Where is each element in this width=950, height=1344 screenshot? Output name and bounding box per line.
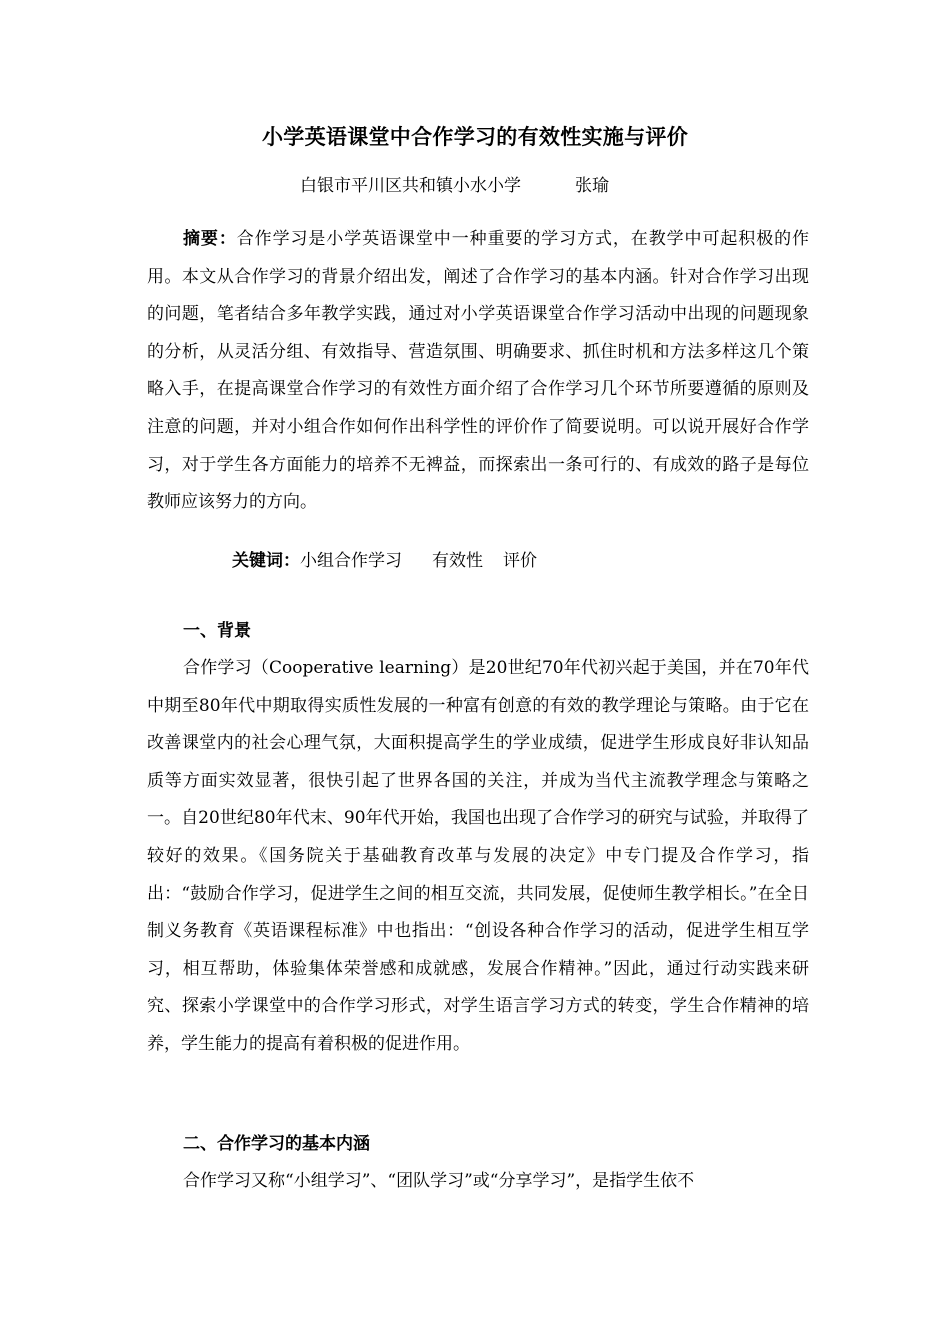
section-paragraph-background: 合作学习（Cooperative learning）是20世纪70年代初兴起于美国，并在70年代中期至80年代中期取得实质性发展的一种富有创意的有效的教学理论与策略。由于它在改善课堂内的社会心理气氛，大面积提高学生的学业成绩，促进学生形成良好非认知品质等方面实效显著，很快引起了世界各国的关注，并成为当代主流教学理念与策略之一。自20世纪80年代末、90年代开始，我国也出现了合作学习的研究与试验，并取得了较好的效果。《国务院关于基础教育改革与发展的决定》中专门提及合作学习，指出：“鼓励合作学习，促进学生之间的相互交流，共同发展，促使师生教学相长。”在全日制义务教育《英语课程标准》中也指出：“创设各种合作学习的活动，促进学生相互学习，相互帮助，体验集体荣誉感和成就感，发展合作精神。”因此，通过行动实践来研究、探索小学课堂中的合作学习形式，对学生语言学习方式的转变，学生合作精神的培养，学生能力的提高有着积极的促进作用。 [147,658,809,1054]
abstract-label: 摘要： [183,229,237,249]
section-heading-basic-connotation: 二、合作学习的基本内涵 [183,1134,370,1154]
author-name: 张瑜 [575,176,609,196]
keyword-item: 评价 [503,551,537,571]
keyword-item: 有效性 [432,551,483,571]
document-title: 小学英语课堂中合作学习的有效性实施与评价 [262,124,688,149]
keywords-label: 关键词： [232,551,300,571]
keywords-line [232,546,537,576]
abstract-paragraph [147,221,809,522]
abstract-text: 合作学习是小学英语课堂中一种重要的学习方式，在教学中可起积极的作用。本文从合作学习的背景介绍出发，阐述了合作学习的基本内涵。针对合作学习出现的问题，笔者结合多年教学实践，通过对小学英语课堂合作学习活动中出现的问题现象的分析，从灵活分组、有效指导、营造氛围、明确要求、抓住时机和方法多样这几个策略入手，在提高课堂合作学习的有效性方面介绍了合作学习几个环节所要遵循的原则及注意的问题，并对小组合作如何作出科学性的评价作了简要说明。可以说开展好合作学习，对于学生各方面能力的培养不无裨益，而探索出一条可行的、有成效的路子是每位教师应该努力的方向。 [147,229,810,513]
author-line [300,173,680,199]
section-paragraph-basic-connotation: 合作学习又称“小组学习”、“团队学习”或“分享学习”，是指学生依不 [183,1171,695,1191]
author-school: 白银市平川区共和镇小水小学 [300,176,521,196]
keyword-item: 小组合作学习 [300,551,402,571]
section-heading-background: 一、背景 [183,621,251,641]
